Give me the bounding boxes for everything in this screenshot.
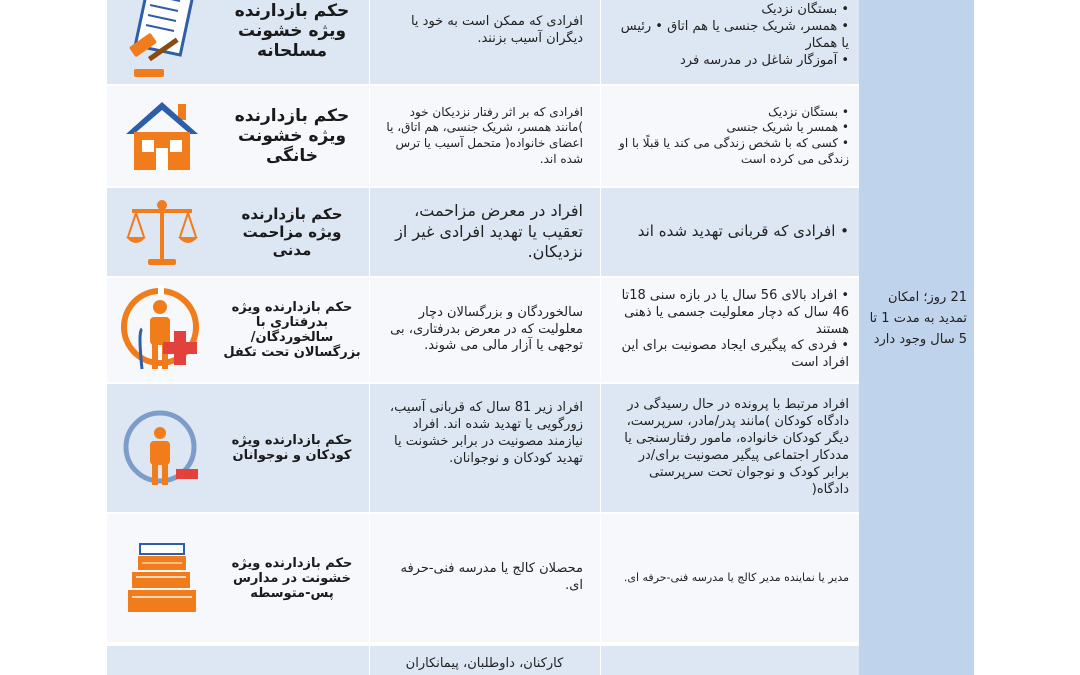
- row-who: [372, 86, 597, 186]
- house-icon: [107, 86, 217, 186]
- row-who-text: افرادی که ممکن است به خود یا دیگران آسیب بزنند.: [410, 14, 583, 46]
- row-who-text: محصلان کالج یا مدرسه فنی-حرفه ای.: [400, 561, 583, 593]
- child-protection-icon: [107, 384, 217, 512]
- table-row: [107, 0, 859, 84]
- requester-item: • همسر یا شریک جنسی: [612, 120, 849, 136]
- row-requesters: [602, 646, 859, 675]
- row-who: [372, 646, 597, 675]
- elder-care-icon: [107, 278, 217, 382]
- table-row: [107, 384, 859, 512]
- row-title: حکم بازدارنده ویژه مزاحمت مدنی: [241, 205, 343, 259]
- requester-item: • فردی که پیگیری ایجاد مصونیت برای این افراد است: [612, 338, 849, 372]
- row-requesters: [602, 278, 859, 382]
- requester-item: • بستگان نزدیک: [612, 105, 849, 121]
- row-who: [372, 514, 597, 642]
- row-title: حکم بازدارنده ویژه کودکان و نوجوانان: [231, 433, 353, 463]
- requester-item: • افرادی که قربانی تهدید شده اند: [638, 222, 849, 242]
- row-title: حکم بازدارنده ویژه خشونت مسلحانه: [234, 1, 350, 61]
- row-requesters: [602, 384, 859, 512]
- requester-item: • افراد بالای 56 سال یا در بازه سنی 18تا 46 سال که دچار معلولیت جسمی یا ذهنی هستند: [612, 288, 849, 339]
- row-requesters: [602, 514, 859, 642]
- workplace-icon: [107, 646, 217, 675]
- row-who: [372, 278, 597, 382]
- row-title: [217, 646, 367, 675]
- books-icon: [107, 514, 217, 642]
- row-who-text: افراد در معرض مزاحمت، تعقیب یا تهدید افرادی غیر از نزدیکان.: [395, 200, 583, 262]
- row-requesters: [602, 188, 859, 276]
- gavel-document-icon: [107, 0, 217, 84]
- requester-item: • همسر، شریک جنسی یا هم اتاق • رئیس یا همکار: [612, 19, 849, 53]
- row-title: حکم بازدارنده ویژه بدرفتاری با سالخوردگان/ بزرگسالان تحت تکفل: [223, 300, 361, 360]
- requester-item: • بستگان نزدیک: [612, 2, 849, 19]
- row-who-text: افراد زیر 81 سال که قربانی آسیب، زورگویی یا تهدید شده اند. افراد نیازمند مصونیت در برابر خشونت یا تهدید کودکان و نوجوانان.: [389, 400, 583, 466]
- duration-column: [859, 0, 974, 675]
- requester-item: • آموزگار شاغل در مدرسه فرد: [612, 53, 849, 70]
- requester-text: مدیر یا نماینده مدیر کالج یا مدرسه فنی-حرفه ای.: [623, 570, 849, 584]
- table-row: [107, 646, 859, 675]
- row-requesters: [602, 86, 859, 186]
- row-who-text: کارکنان، داوطلبان، پیمانکاران: [405, 656, 564, 671]
- row-who-text: سالخوردگان و بزرگسالان دچار معلولیت که در معرض بدرفتاری، بی توجهی یا آزار مالی می شوند.: [390, 304, 583, 354]
- row-who-text: افرادی که بر اثر رفتار نزدیکان خود )مانند همسر، شریک جنسی، هم اتاق، یا اعضای خانواده( متحمل آسیب یا ترس شده اند.: [386, 104, 583, 166]
- duration-text: 21 روز؛ امکان تمدید به مدت 1 تا 5 سال وجود دارد: [869, 290, 967, 347]
- scales-icon: [107, 188, 217, 276]
- table-row: [107, 514, 859, 642]
- row-title: حکم بازدارنده ویژه خشونت در مدارس پس-متوسطه: [231, 555, 353, 601]
- row-title: حکم بازدارنده ویژه خشونت خانگی: [234, 106, 350, 166]
- row-requesters: [602, 0, 859, 84]
- table-row: [107, 86, 859, 186]
- row-who: [372, 0, 597, 84]
- row-who: [372, 188, 597, 276]
- requester-text: افراد مرتبط با پرونده در حال رسیدگی در دادگاه کودکان )مانند پدر/مادر، سرپرست، دیگر کودکان خانواده، مامور رفتارسنجی یا مددکار اجتماعی پیگیر مصونیت برای/در برابر کودک و نوجوان تحت سرپرستی دادگاه(: [624, 397, 849, 497]
- requester-item: • کسی که با شخص زندگی می کند یا قبلًا با او زندگی می کرده است: [612, 136, 849, 167]
- row-who: [372, 384, 597, 512]
- table-row: [107, 188, 859, 276]
- table-row: [107, 278, 859, 382]
